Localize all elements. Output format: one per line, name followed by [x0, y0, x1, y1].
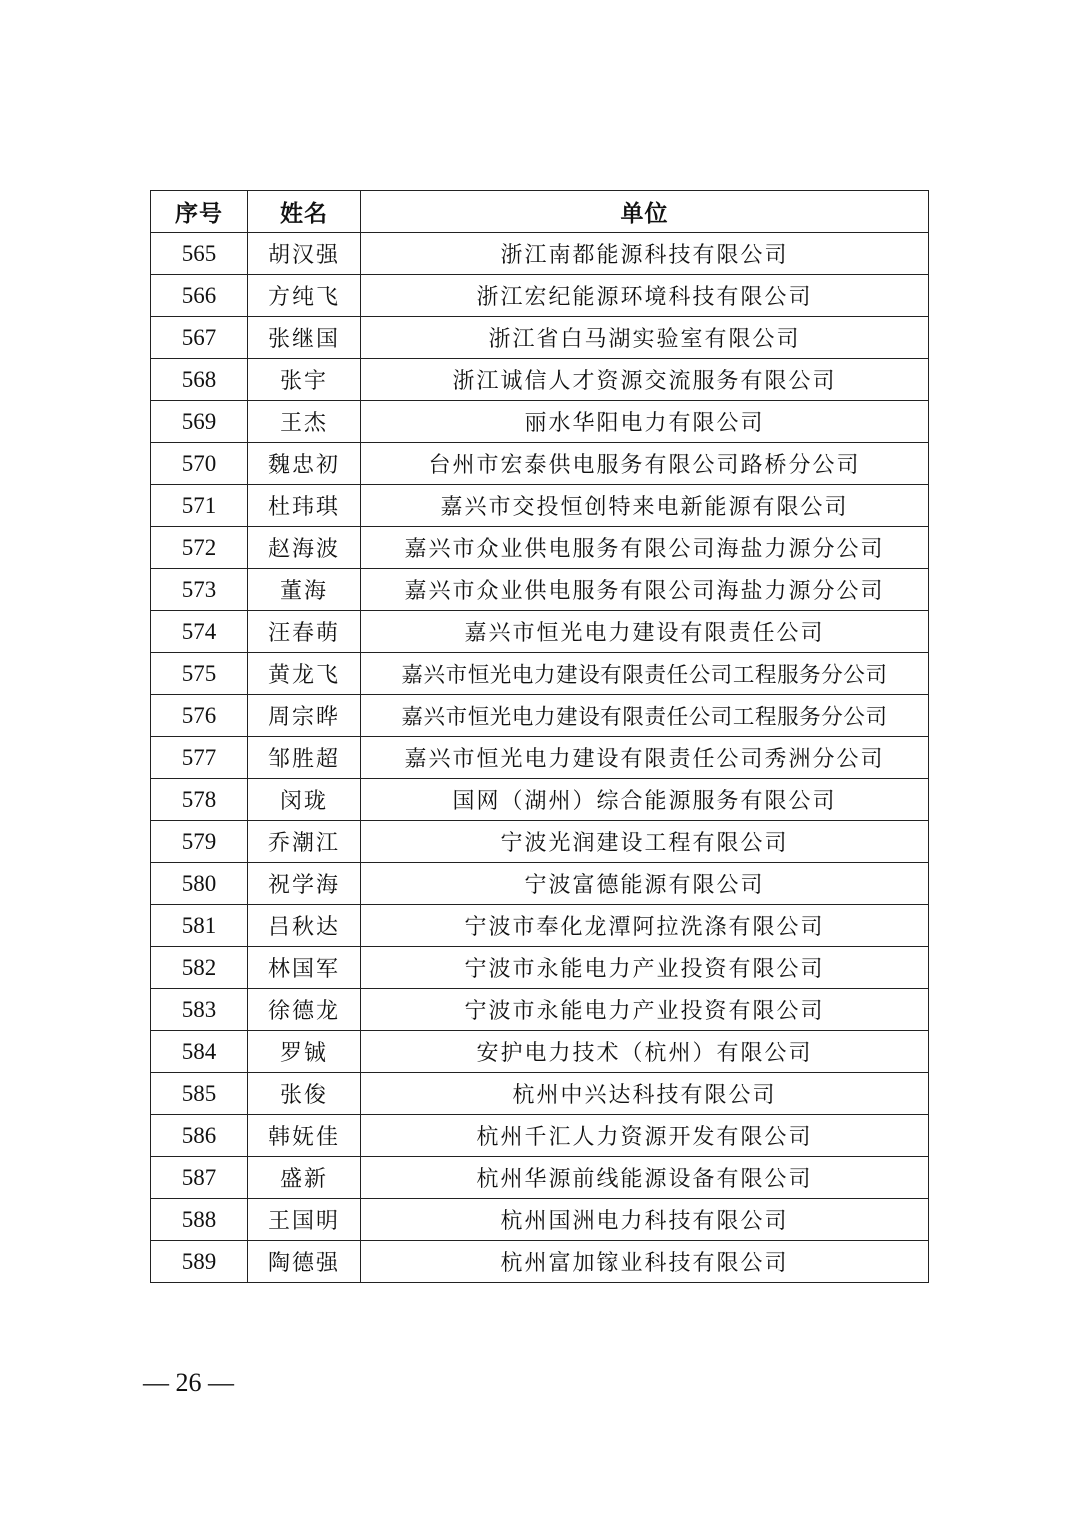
organization-cell: 嘉兴市交投恒创特来电新能源有限公司 — [361, 485, 929, 527]
table-row — [151, 1241, 929, 1283]
serial-number-cell: 581 — [151, 905, 248, 947]
table-row — [151, 1031, 929, 1073]
table-row — [151, 1115, 929, 1157]
serial-number-cell: 582 — [151, 947, 248, 989]
name-cell: 赵海波 — [248, 527, 361, 569]
table-row — [151, 443, 929, 485]
serial-number-cell: 575 — [151, 653, 248, 695]
serial-number-cell: 589 — [151, 1241, 248, 1283]
table-row — [151, 863, 929, 905]
serial-number-cell: 573 — [151, 569, 248, 611]
organization-cell: 宁波富德能源有限公司 — [361, 863, 929, 905]
organization-cell: 浙江省白马湖实验室有限公司 — [361, 317, 929, 359]
serial-number-cell: 570 — [151, 443, 248, 485]
name-cell: 王国明 — [248, 1199, 361, 1241]
serial-number-cell: 586 — [151, 1115, 248, 1157]
serial-number-cell: 574 — [151, 611, 248, 653]
name-cell: 张宇 — [248, 359, 361, 401]
name-cell: 韩妩佳 — [248, 1115, 361, 1157]
serial-number-cell: 584 — [151, 1031, 248, 1073]
organization-cell: 浙江诚信人才资源交流服务有限公司 — [361, 359, 929, 401]
header-organization: 单位 — [361, 191, 929, 233]
table-row — [151, 1073, 929, 1115]
name-cell: 乔潮江 — [248, 821, 361, 863]
name-cell: 陶德强 — [248, 1241, 361, 1283]
table-row — [151, 275, 929, 317]
table-row — [151, 401, 929, 443]
name-cell: 杜玮琪 — [248, 485, 361, 527]
organization-cell: 宁波市永能电力产业投资有限公司 — [361, 989, 929, 1031]
organization-cell: 丽水华阳电力有限公司 — [361, 401, 929, 443]
roster-table — [150, 190, 929, 1283]
table-row — [151, 653, 929, 695]
name-cell: 邹胜超 — [248, 737, 361, 779]
organization-cell: 台州市宏泰供电服务有限公司路桥分公司 — [361, 443, 929, 485]
serial-number-cell: 579 — [151, 821, 248, 863]
serial-number-cell: 578 — [151, 779, 248, 821]
organization-cell: 杭州中兴达科技有限公司 — [361, 1073, 929, 1115]
table-row — [151, 947, 929, 989]
table-row — [151, 905, 929, 947]
organization-cell: 杭州千汇人力资源开发有限公司 — [361, 1115, 929, 1157]
page-number: — 26 — — [143, 1368, 234, 1397]
organization-cell: 浙江宏纪能源环境科技有限公司 — [361, 275, 929, 317]
serial-number-cell: 577 — [151, 737, 248, 779]
organization-cell: 宁波光润建设工程有限公司 — [361, 821, 929, 863]
table-row — [151, 317, 929, 359]
organization-cell: 宁波市奉化龙潭阿拉洗涤有限公司 — [361, 905, 929, 947]
table-row — [151, 527, 929, 569]
name-cell: 王杰 — [248, 401, 361, 443]
name-cell: 董海 — [248, 569, 361, 611]
serial-number-cell: 569 — [151, 401, 248, 443]
table-header — [151, 191, 929, 233]
organization-cell: 嘉兴市恒光电力建设有限责任公司秀洲分公司 — [361, 737, 929, 779]
name-cell: 张俊 — [248, 1073, 361, 1115]
name-cell: 汪春萌 — [248, 611, 361, 653]
table-row — [151, 1199, 929, 1241]
header-row — [151, 191, 929, 233]
name-cell: 魏忠初 — [248, 443, 361, 485]
organization-cell: 杭州国洲电力科技有限公司 — [361, 1199, 929, 1241]
organization-cell: 嘉兴市恒光电力建设有限责任公司 — [361, 611, 929, 653]
name-cell: 林国军 — [248, 947, 361, 989]
serial-number-cell: 567 — [151, 317, 248, 359]
table-row — [151, 779, 929, 821]
table-row — [151, 485, 929, 527]
serial-number-cell: 572 — [151, 527, 248, 569]
name-cell: 黄龙飞 — [248, 653, 361, 695]
name-cell: 吕秋达 — [248, 905, 361, 947]
name-cell: 罗铖 — [248, 1031, 361, 1073]
organization-cell: 宁波市永能电力产业投资有限公司 — [361, 947, 929, 989]
organization-cell: 嘉兴市恒光电力建设有限责任公司工程服务分公司 — [361, 653, 929, 695]
serial-number-cell: 588 — [151, 1199, 248, 1241]
name-cell: 闵珑 — [248, 779, 361, 821]
table-row — [151, 821, 929, 863]
organization-cell: 杭州华源前线能源设备有限公司 — [361, 1157, 929, 1199]
name-cell: 祝学海 — [248, 863, 361, 905]
serial-number-cell: 587 — [151, 1157, 248, 1199]
organization-cell: 嘉兴市众业供电服务有限公司海盐力源分公司 — [361, 569, 929, 611]
name-cell: 方纯飞 — [248, 275, 361, 317]
header-serial-number: 序号 — [151, 191, 248, 233]
table-row — [151, 989, 929, 1031]
name-cell: 胡汉强 — [248, 233, 361, 275]
name-cell: 周宗晔 — [248, 695, 361, 737]
serial-number-cell: 583 — [151, 989, 248, 1031]
organization-cell: 安护电力技术（杭州）有限公司 — [361, 1031, 929, 1073]
serial-number-cell: 568 — [151, 359, 248, 401]
table-row — [151, 569, 929, 611]
organization-cell: 杭州富加镓业科技有限公司 — [361, 1241, 929, 1283]
serial-number-cell: 571 — [151, 485, 248, 527]
header-name: 姓名 — [248, 191, 361, 233]
organization-cell: 国网（湖州）综合能源服务有限公司 — [361, 779, 929, 821]
name-cell: 徐德龙 — [248, 989, 361, 1031]
serial-number-cell: 576 — [151, 695, 248, 737]
organization-cell: 嘉兴市众业供电服务有限公司海盐力源分公司 — [361, 527, 929, 569]
name-cell: 盛新 — [248, 1157, 361, 1199]
organization-cell: 浙江南都能源科技有限公司 — [361, 233, 929, 275]
table-row — [151, 695, 929, 737]
serial-number-cell: 580 — [151, 863, 248, 905]
table-row — [151, 737, 929, 779]
table-row — [151, 1157, 929, 1199]
table-row — [151, 233, 929, 275]
serial-number-cell: 565 — [151, 233, 248, 275]
table-row — [151, 611, 929, 653]
serial-number-cell: 566 — [151, 275, 248, 317]
table-body — [151, 233, 929, 1283]
serial-number-cell: 585 — [151, 1073, 248, 1115]
organization-cell: 嘉兴市恒光电力建设有限责任公司工程服务分公司 — [361, 695, 929, 737]
table-row — [151, 359, 929, 401]
name-cell: 张继国 — [248, 317, 361, 359]
